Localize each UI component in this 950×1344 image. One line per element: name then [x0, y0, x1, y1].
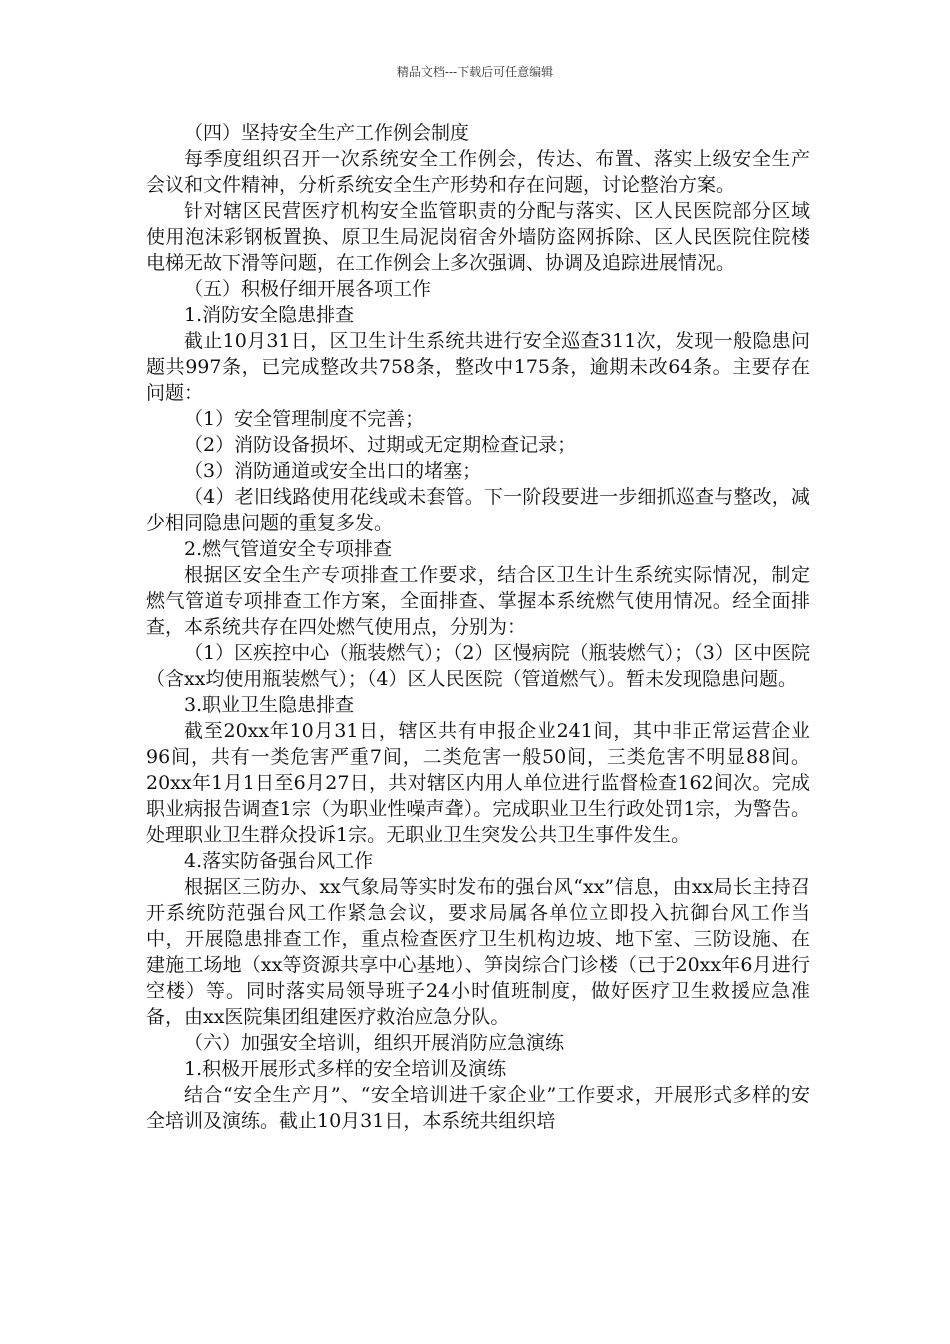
section-heading: （五）积极仔细开展各项工作 — [184, 278, 432, 300]
body-paragraph: 针对辖区民营医疗机构安全监管职责的分配与落实、区人民医院部分区域使用泡沫彩钢板置换、原卫生局泥岗宿舍外墙防盗网拆除、区人民医院住院楼电梯无故下滑等问题，在工作例会上多次强调、协调及追踪进展情况。 — [146, 200, 810, 274]
body-paragraph: 结合“安全生产月”、“安全培训进千家企业”工作要求，开展形式多样的安全培训及演练。截止10月31日，本系统共组织培 — [146, 1084, 810, 1132]
list-item: （3）消防通道或安全出口的堵塞； — [184, 460, 482, 482]
subsection-heading: 1.消防安全隐患排查 — [184, 304, 355, 326]
subsection-heading: 2.燃气管道安全专项排查 — [184, 538, 393, 560]
body-paragraph: 根据区三防办、xx气象局等实时发布的强台风“xx”信息，由xx局长主持召开系统防范强台风工作紧急会议，要求局属各单位立即投入抗御台风工作当中，开展隐患排查工作，重点检查医疗卫生机构边坡、地下室、三防设施、在建施工场地（xx等资源共享中心基地）、笋岗综合门诊楼（已于20xx年6月进行空楼）等。同时落实局领导班子24小时值班制度，做好医疗卫生救援应急准备，由xx医院集团组建医疗救治应急分队。 — [146, 876, 810, 1028]
body-paragraph: 截至20xx年10月31日，辖区共有申报企业241间，其中非正常运营企业96间，共有一类危害严重7间，二类危害一般50间，三类危害不明显88间。20xx年1月1日至6月27日，共对辖区内用人单位进行监督检查162间次。完成职业病报告调查1宗（为职业性噪声聋）。完成职业卫生行政处罚1宗，为警告。处理职业卫生群众投诉1宗。无职业卫生突发公共卫生事件发生。 — [146, 720, 810, 846]
body-paragraph: 截止10月31日，区卫生计生系统共进行安全巡查311次，发现一般隐患问题共997条，已完成整改共758条，整改中175条，逾期未改64条。主要存在问题： — [146, 330, 810, 404]
list-item: （2）消防设备损坏、过期或无定期检查记录； — [184, 434, 577, 456]
body-paragraph: 每季度组织召开一次系统安全工作例会，传达、布置、落实上级安全生产会议和文件精神，分析系统安全生产形势和存在问题，讨论整治方案。 — [146, 148, 810, 196]
section-heading: （六）加强安全培训，组织开展消防应急演练 — [184, 1032, 565, 1054]
document-body — [146, 120, 810, 1134]
section-heading: （四）坚持安全生产工作例会制度 — [184, 122, 470, 144]
body-paragraph: 根据区安全生产专项排查工作要求，结合区卫生计生系统实际情况，制定燃气管道专项排查工作方案，全面排查、掌握本系统燃气使用情况。经全面排查，本系统共存在四处燃气使用点，分别为： — [146, 564, 810, 638]
subsection-heading: 4.落实防备强台风工作 — [184, 850, 374, 872]
body-paragraph: （1）区疾控中心（瓶装燃气）；（2）区慢病院（瓶装燃气）；（3）区中医院（含xx均使用瓶装燃气）；（4）区人民医院（管道燃气）。暂未发现隐患问题。 — [146, 642, 810, 690]
subsection-heading: 1.积极开展形式多样的安全培训及演练 — [184, 1058, 507, 1080]
subsection-heading: 3.职业卫生隐患排查 — [184, 694, 355, 716]
page-header: 精品文档---下载后可任意编辑 — [396, 65, 554, 79]
list-item: （1）安全管理制度不完善； — [184, 408, 425, 430]
list-item: （4）老旧线路使用花线或未套管。下一阶段要进一步细抓巡查与整改，减少相同隐患问题的重复多发。 — [146, 486, 810, 534]
